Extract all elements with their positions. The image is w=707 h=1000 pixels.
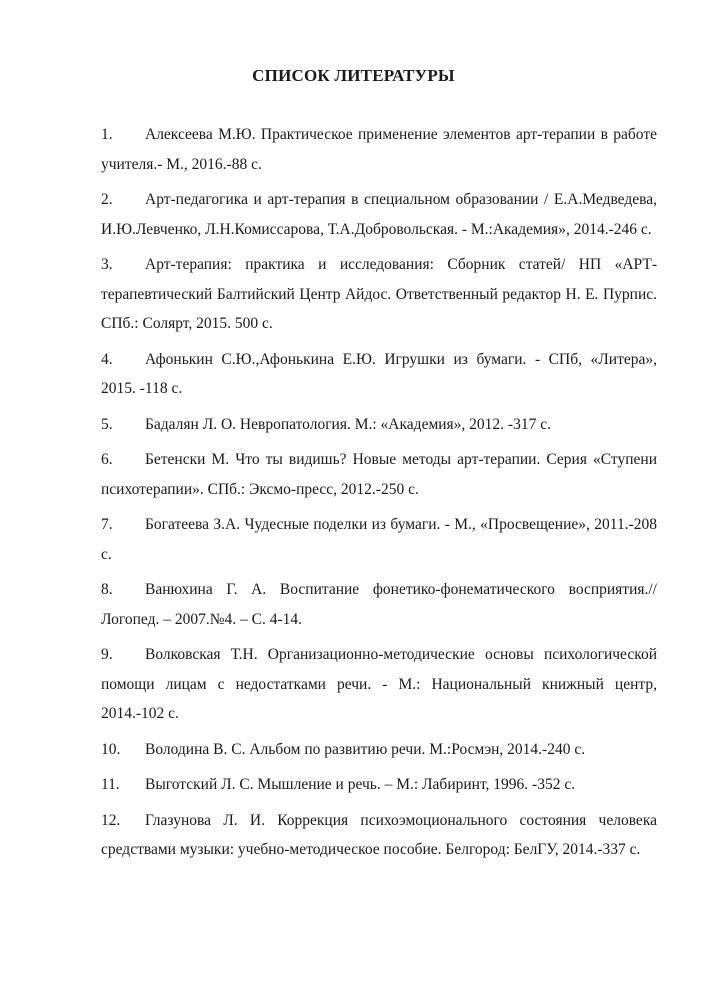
reference-text: Арт-педагогика и арт-терапия в специальном образовании / Е.А.Медведева, И.Ю.Левченко, Л.Н.Комиссарова, Т.А.Добровольская. - М.:Академия», 2014.-246 с. (101, 191, 657, 238)
reference-item (101, 510, 657, 569)
reference-text: Бетенски М. Что ты видишь? Новые методы арт-терапии. Серия «Ступени психотерапии». СПб.: Эксмо-пресс, 2012.-250 с. (101, 451, 657, 498)
reference-text: Алексеева М.Ю. Практическое применение элементов арт-терапии в работе учителя.- М., 2016.-88 с. (101, 126, 657, 173)
reference-text: Выготский Л. С. Мышление и речь. – М.: Лабиринт, 1996. -352 с. (145, 776, 576, 793)
reference-number: 12. (101, 811, 121, 829)
reference-number: 6. (101, 451, 113, 468)
reference-item (101, 250, 657, 339)
reference-number: 10. (101, 740, 121, 758)
reference-number: 3. (101, 256, 113, 273)
reference-text: Богатеева З.А. Чудесные поделки из бумаги. - М., «Просвещение», 2011.-208 с. (101, 516, 657, 563)
reference-item (101, 120, 657, 179)
reference-item (101, 345, 657, 404)
reference-item (101, 770, 657, 800)
reference-number: 1. (101, 126, 113, 143)
reference-text: Володина В. С. Альбом по развитию речи. М.:Росмэн, 2014.-240 с. (145, 740, 586, 758)
reference-number: 8. (101, 581, 113, 598)
reference-number: 4. (101, 350, 113, 368)
reference-item (101, 735, 657, 765)
reference-text: Волковская Т.Н. Организационно-методические основы психологической помощи лицам с недостатками речи. - М.: Национальный книжный центр, 2014.-102 с. (101, 646, 657, 722)
reference-item (101, 640, 657, 729)
reference-number: 7. (101, 516, 113, 533)
reference-text: Бадалян Л. О. Невропатология. М.: «Академия», 2012. -317 с. (145, 415, 551, 433)
reference-item (101, 806, 657, 865)
references-list (101, 120, 657, 871)
reference-item (101, 445, 657, 504)
reference-number: 11. (101, 776, 120, 793)
reference-number: 9. (101, 646, 113, 663)
reference-text: Глазунова Л. И. Коррекция психоэмоционального состояния человека средствами музыки: учебно-методическое пособие. Белгород: БелГУ, 2014.-337 с. (101, 811, 657, 858)
reference-text: Афонькин С.Ю.,Афонькина Е.Ю. Игрушки из бумаги. - СПб, «Литера», 2015. -118 с. (101, 350, 657, 397)
reference-number: 5. (101, 415, 113, 433)
reference-number: 2. (101, 191, 113, 208)
page-title: СПИСОК ЛИТЕРАТУРЫ (252, 66, 455, 85)
reference-text: Ванюхина Г. А. Воспитание фонетико-фонематического восприятия.// Логопед. – 2007.№4. – С. 4-14. (101, 581, 657, 628)
reference-item (101, 185, 657, 244)
reference-text: Арт-терапия: практика и исследования: Сборник статей/ НП «АРТ-терапевтический Балтийский Центр Айдос. Ответственный редактор Н. Е. Пурпис. СПб.: Солярт, 2015. 500 с. (101, 256, 657, 332)
reference-item (101, 410, 657, 440)
reference-item (101, 575, 657, 634)
